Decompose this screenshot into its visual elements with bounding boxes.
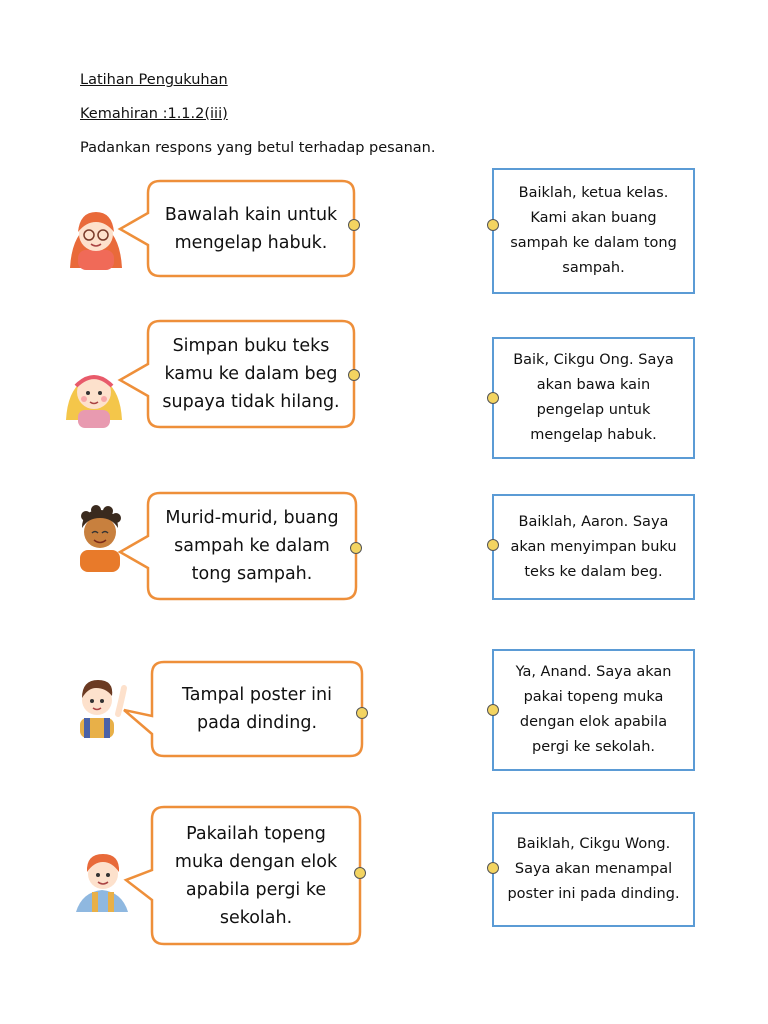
- match-point-right-1[interactable]: [487, 219, 499, 231]
- response-box-4: Ya, Anand. Saya akan pakai topeng muka dengan elok apabila pergi ke sekolah.: [492, 649, 695, 771]
- match-point-left-4[interactable]: [356, 707, 368, 719]
- worksheet-title: Latihan Pengukuhan: [80, 72, 228, 88]
- match-point-left-5[interactable]: [354, 867, 366, 879]
- message-2-text: Simpan buku teks kamu ke dalam beg supaya tidak hilang.: [162, 336, 340, 412]
- message-3-text: Murid-murid, buang sampah ke dalam tong sampah.: [165, 508, 339, 584]
- match-point-right-4[interactable]: [487, 704, 499, 716]
- response-box-3: Baiklah, Aaron. Saya akan menyimpan buku teks ke dalam beg.: [492, 494, 695, 600]
- match-point-left-2[interactable]: [348, 369, 360, 381]
- match-point-right-5[interactable]: [487, 862, 499, 874]
- match-point-left-1[interactable]: [348, 219, 360, 231]
- response-box-5: Baiklah, Cikgu Wong. Saya akan menampal poster ini pada dinding.: [492, 812, 695, 927]
- match-point-right-3[interactable]: [487, 539, 499, 551]
- message-4-text: Tampal poster ini pada dinding.: [182, 685, 332, 733]
- match-point-left-3[interactable]: [350, 542, 362, 554]
- skill-code: Kemahiran :1.1.2(iii): [80, 106, 228, 122]
- match-point-right-2[interactable]: [487, 392, 499, 404]
- response-box-1: Baiklah, ketua kelas. Kami akan buang sampah ke dalam tong sampah.: [492, 168, 695, 294]
- response-box-2: Baik, Cikgu Ong. Saya akan bawa kain pengelap untuk mengelap habuk.: [492, 337, 695, 459]
- message-5-text: Pakailah topeng muka dengan elok apabila pergi ke sekolah.: [174, 823, 338, 928]
- message-1-text: Bawalah kain untuk mengelap habuk.: [164, 204, 338, 253]
- instruction-text: Padankan respons yang betul terhadap pesanan.: [80, 140, 436, 156]
